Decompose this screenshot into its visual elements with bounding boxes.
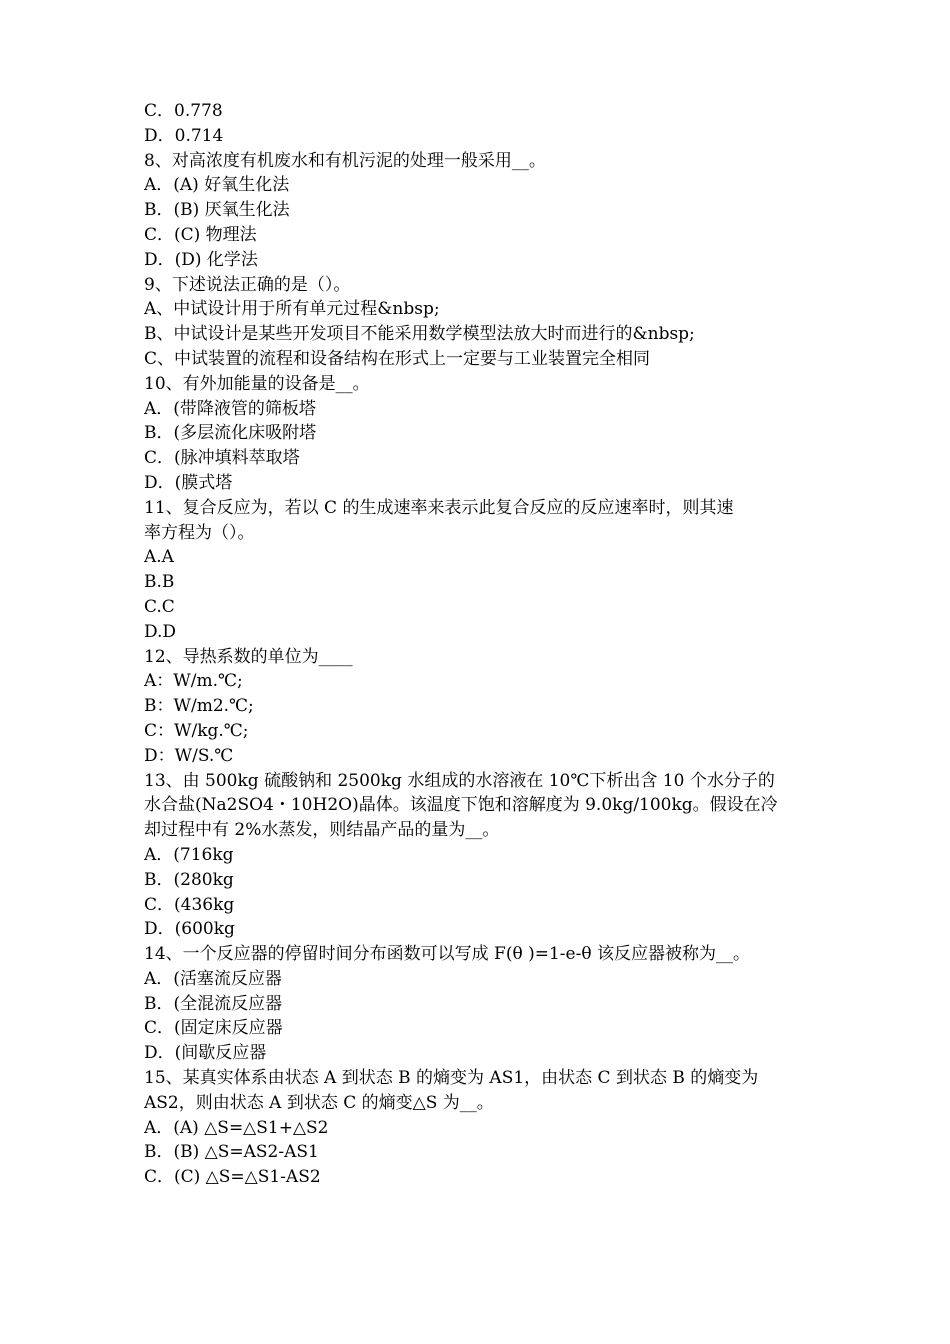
option-line: D.D — [144, 621, 177, 642]
question-9: 9、下述说法正确的是（）。 — [144, 274, 351, 295]
question-15-continued: AS2，则由状态 A 到状态 C 的熵变△S 为__。 — [144, 1092, 494, 1113]
option-line: A．(716kg — [144, 844, 234, 865]
option-line: B．(B) 厌氧生化法 — [144, 200, 290, 221]
option-line: B．(B) △S=AS2-AS1 — [144, 1142, 319, 1163]
option-line: C．0.778 — [144, 101, 223, 121]
option-line: C．(脉冲填料萃取塔 — [144, 448, 300, 469]
option-line: C．(436kg — [144, 894, 235, 915]
option-line: A.A — [144, 547, 174, 568]
option-line: D．0.714 — [144, 125, 224, 146]
question-10: 10、有外加能量的设备是__。 — [144, 373, 370, 394]
option-line: A．(活塞流反应器 — [144, 968, 282, 989]
option-line: B：W/m2.℃; — [144, 696, 254, 717]
option-line: B、中试设计是某些开发项目不能采用数学模型法放大时而进行的&nbsp; — [144, 324, 695, 345]
question-13-continued: 却过程中有 2%水蒸发，则结晶产品的量为__。 — [144, 820, 500, 841]
option-line: A．(A) 好氧生化法 — [144, 175, 290, 196]
option-line: C．(C) 物理法 — [144, 224, 257, 245]
option-line: A：W/m.℃; — [144, 671, 243, 692]
option-line: C：W/kg.℃; — [144, 720, 249, 741]
option-line: D．(600kg — [144, 919, 235, 940]
option-line: A．(A) △S=△S1+△S2 — [144, 1117, 329, 1138]
option-line: B.B — [144, 572, 175, 593]
option-line: A、中试设计用于所有单元过程&nbsp; — [144, 299, 440, 320]
option-line: B．(280kg — [144, 869, 234, 890]
option-line: C．(C) △S=△S1-AS2 — [144, 1167, 321, 1188]
option-line: B．(多层流化床吸附塔 — [144, 423, 317, 444]
question-13-continued: 水合盐(Na2SO4・10H2O)晶体。该温度下饱和溶解度为 9.0kg/100kg。假设在冷 — [144, 795, 778, 816]
option-line: D．(D) 化学法 — [144, 249, 258, 270]
option-line: D．(膜式塔 — [144, 472, 233, 493]
question-11: 11、复合反应为，若以 C 的生成速率来表示此复合反应的反应速率时，则其速 — [144, 497, 734, 518]
option-line: C、中试装置的流程和设备结构在形式上一定要与工业装置完全相同 — [144, 348, 651, 369]
option-line: B．(全混流反应器 — [144, 993, 283, 1014]
option-line: C.C — [144, 596, 175, 617]
question-13: 13、由 500kg 硫酸钠和 2500kg 水组成的水溶液在 10℃下析出含 10 个水分子的 — [144, 770, 775, 791]
option-line: D：W/S.℃ — [144, 745, 234, 766]
question-14: 14、一个反应器的停留时间分布函数可以写成 F(θ )=1-e-θ 该反应器被称为__。 — [144, 944, 750, 965]
question-11-continued: 率方程为（）。 — [144, 522, 255, 543]
option-line: A．(带降液管的筛板塔 — [144, 398, 316, 419]
question-8: 8、对高浓度有机废水和有机污泥的处理一般采用__。 — [144, 150, 546, 171]
option-line: C．(固定床反应器 — [144, 1018, 283, 1039]
document-body — [144, 99, 808, 1190]
question-15: 15、某真实体系由状态 A 到状态 B 的熵变为 AS1，由状态 C 到状态 B 的熵变为 — [144, 1068, 759, 1089]
question-12: 12、导热系数的单位为____ — [144, 646, 353, 667]
option-line: D．(间歇反应器 — [144, 1043, 267, 1064]
